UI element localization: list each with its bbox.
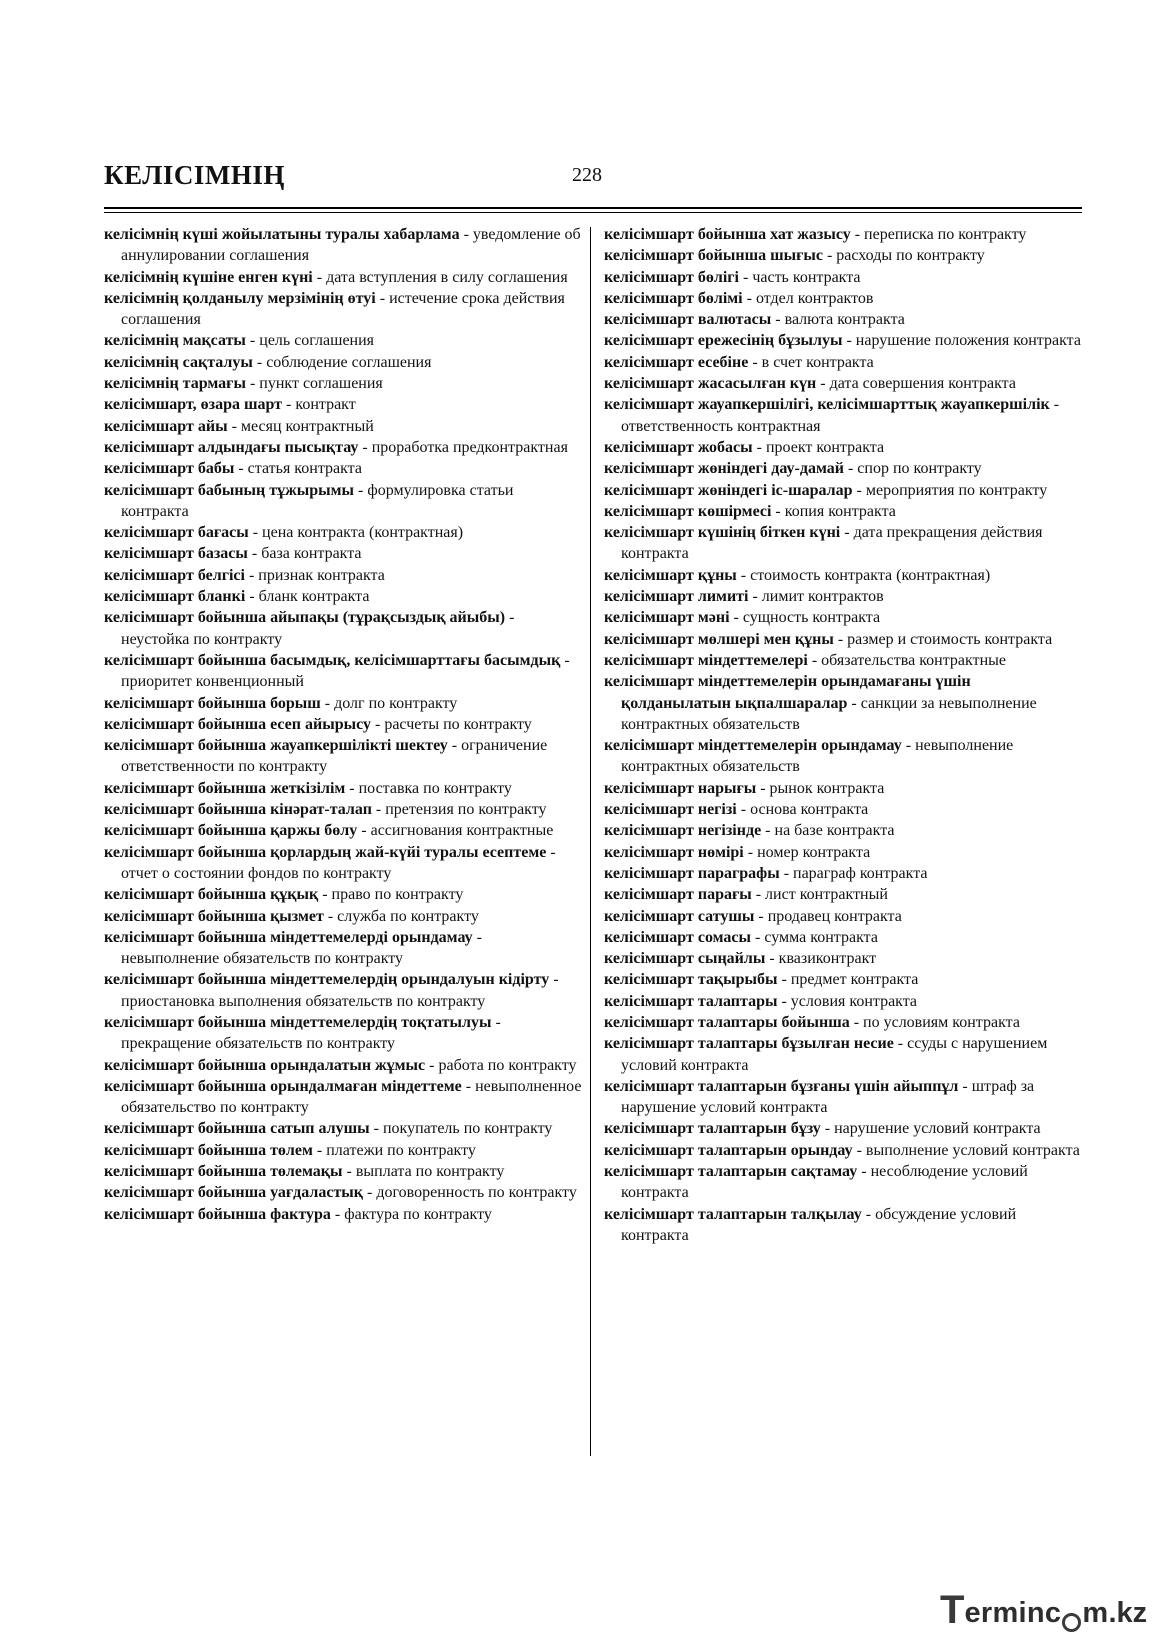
entry-definition: - копия контракта <box>771 502 896 520</box>
entry-definition: - переписка по контракту <box>850 226 1027 243</box>
entry-term: келісімшарт талаптарын бұзу <box>604 1120 821 1138</box>
entry-definition: - платежи по контракту <box>312 1141 476 1159</box>
entry-term: келісімшарт бойынша сатып алушы <box>104 1120 370 1138</box>
entry-definition: - валюта контракта <box>771 311 905 329</box>
entry-term: келісімшарт талаптары бойынша <box>604 1013 850 1031</box>
entry-term: келісімшарт жөніндегі дау-дамай <box>604 460 844 478</box>
entry-term: келісімшарт міндеттемелері <box>604 651 808 669</box>
entry-term: келісімшарт бойынша қорлардың жай-күйі туралы есептеме <box>104 843 547 861</box>
entry-term: келісімнің күшіне енген күні <box>104 268 313 286</box>
dictionary-entry <box>604 1118 1082 1139</box>
left-column <box>104 224 582 1225</box>
dictionary-entry <box>104 820 582 841</box>
dictionary-entry <box>604 458 1082 479</box>
logo-text-c: m <box>1082 1597 1109 1629</box>
entry-definition: - приостановка выполнения обязательств по контракту <box>121 971 559 1010</box>
entry-definition: - основа контракта <box>736 801 869 819</box>
entry-definition: - приоритет конвенционный <box>121 651 570 691</box>
entry-term: келісімшарт негізі <box>604 801 737 819</box>
dictionary-entry <box>104 288 582 331</box>
entry-term: келісімнің қолданылу мерзімінің өтуі <box>104 289 376 307</box>
dictionary-entry <box>604 245 1082 266</box>
entry-definition: - в счет контракта <box>748 353 874 371</box>
entry-term: келісімшарт бөлімі <box>604 289 743 307</box>
entry-term: келісімшарт белгісі <box>104 566 245 584</box>
entry-term: келісімшарт талаптары бұзылған несие <box>604 1035 894 1053</box>
entry-term: келісімшарт бойынша міндеттемелерді орындамау <box>104 928 473 946</box>
entry-term: келісімшарт сомасы <box>604 928 752 946</box>
entry-definition: - невыполненное обязательство по контракту <box>121 1077 582 1117</box>
dictionary-entry <box>104 1140 582 1161</box>
entry-term: келісімшарт бойынша жеткізілім <box>104 779 346 797</box>
dictionary-entry <box>104 458 582 479</box>
entry-definition: - цель соглашения <box>245 332 375 350</box>
entry-term: келісімшарт бабының тұжырымы <box>104 481 354 499</box>
dictionary-entry <box>604 394 1082 437</box>
entry-term: келісімшарт бойынша орындалатын жұмыс <box>104 1056 426 1074</box>
logo-domain: .kz <box>1108 1597 1148 1629</box>
dictionary-entry <box>104 778 582 799</box>
dictionary-entry <box>604 820 1082 841</box>
entry-definition: - сумма контракта <box>751 928 878 946</box>
entry-definition: - параграф контракта <box>779 864 928 882</box>
entry-term: келісімшарт мөлшері мен құны <box>604 630 834 648</box>
entry-definition: - право по контракту <box>318 886 464 904</box>
entry-term: келісімшарт құны <box>604 566 737 584</box>
entry-definition: - покупатель по контракту <box>369 1120 553 1138</box>
entry-term: келісімшарт алдындағы пысықтау <box>104 438 359 456</box>
entry-definition: - дата прекращения действия контракта <box>621 524 1043 563</box>
dictionary-entry <box>104 799 582 820</box>
dictionary-entry <box>604 842 1082 863</box>
entry-definition: - истечение срока действия соглашения <box>121 289 565 329</box>
dictionary-entry <box>604 735 1082 778</box>
logo-circle-icon <box>1062 1613 1081 1632</box>
entry-definition: - месяц контрактный <box>227 417 374 435</box>
entry-definition: - нарушение условий контракта <box>820 1120 1041 1138</box>
right-column <box>604 224 1082 1246</box>
entry-definition: - формулировка статьи контракта <box>121 481 514 520</box>
dictionary-entry <box>604 650 1082 671</box>
dictionary-entry <box>104 969 582 1012</box>
entry-definition: - долг по контракту <box>320 694 458 712</box>
dictionary-entry <box>104 1118 582 1139</box>
entry-definition: - лимит контрактов <box>748 588 884 606</box>
dictionary-entry <box>604 288 1082 309</box>
dictionary-entry <box>104 267 582 288</box>
entry-definition: - поставка по контракту <box>345 779 512 797</box>
dictionary-entry <box>604 671 1082 735</box>
entry-definition: - нарушение положения контракта <box>842 332 1081 350</box>
entry-definition: - статья контракта <box>234 460 362 478</box>
dictionary-entry <box>604 373 1082 394</box>
entry-term: келісімшарт талаптарын бұзғаны үшін айыппұл <box>604 1077 959 1095</box>
entry-definition: - отчет о состоянии фондов по контракту <box>121 843 556 882</box>
entry-term: келісімнің тармағы <box>104 375 246 393</box>
entry-term: келісімшарт сатушы <box>604 907 755 925</box>
entry-term: келісімшарт жауапкершілігі, келісімшарттық жауапкершілік <box>604 396 1050 414</box>
entry-term: келісімшарт лимиті <box>604 588 749 606</box>
entry-term: келісімшарт міндеттемелерін орындамау <box>604 737 902 755</box>
entry-term: келісімшарт міндеттемелерін орындамағаны үшін қолданылатын ықпалшаралар <box>604 673 971 712</box>
dictionary-entry <box>604 1161 1082 1204</box>
entry-term: келісімшарт бойынша қызмет <box>104 907 324 925</box>
entry-definition: - неустойка по контракту <box>121 609 515 648</box>
dictionary-entry <box>104 416 582 437</box>
dictionary-entry <box>604 948 1082 969</box>
entry-term: келісімшарт бойынша міндеттемелердің тоқтатылуы <box>104 1013 492 1031</box>
entry-term: келісімшарт бойынша борыш <box>104 694 321 712</box>
entry-definition: - дата вступления в силу соглашения <box>312 268 568 286</box>
entry-definition: - мероприятия по контракту <box>852 481 1048 499</box>
entry-term: келісімшарт бойынша уағдаластық <box>104 1184 364 1202</box>
entry-definition: - дата совершения контракта <box>816 375 1016 393</box>
entry-definition: - расчеты по контракту <box>370 715 532 733</box>
entry-term: келісімшарт ережесінің бұзылуы <box>604 332 843 350</box>
dictionary-entry <box>604 607 1082 628</box>
entry-definition: - ссуды с нарушением условий контракта <box>621 1035 1048 1074</box>
entry-term: келісімшарт бойынша шығыс <box>604 247 823 265</box>
entry-term: келісімнің сақталуы <box>104 353 253 371</box>
entry-definition: - продавец контракта <box>754 907 902 925</box>
entry-definition: - работа по контракту <box>425 1056 577 1074</box>
entry-term: келісімшарт жобасы <box>604 438 753 456</box>
dictionary-entry <box>604 437 1082 458</box>
dictionary-entry <box>104 1182 582 1203</box>
dictionary-entry <box>104 543 582 564</box>
entry-definition: - штраф за нарушение условий контракта <box>621 1077 1035 1117</box>
dictionary-entry <box>604 501 1082 522</box>
dictionary-entry <box>604 1076 1082 1119</box>
entry-definition: - контракт <box>282 396 356 414</box>
dictionary-entry <box>604 565 1082 586</box>
entry-term: келісімшарт бланкі <box>104 588 246 606</box>
entry-term: келісімшарт талаптарын талқылау <box>604 1205 862 1223</box>
entry-term: келісімшарт бойынша төлем <box>104 1141 313 1159</box>
entry-definition: - стоимость контракта (контрактная) <box>736 566 991 584</box>
entry-term: келісімшарт бойынша құқық <box>104 886 319 904</box>
entry-definition: - проработка предконтрактная <box>358 438 568 456</box>
dictionary-entry <box>104 650 582 693</box>
dictionary-entry <box>104 480 582 523</box>
entry-term: келісімшарт бойынша орындалмаған міндеттеме <box>104 1077 462 1095</box>
dictionary-entry <box>604 480 1082 501</box>
dictionary-entry <box>104 1076 582 1119</box>
logo-text-b: c <box>1044 1597 1062 1629</box>
entry-definition: - договоренность по контракту <box>363 1184 577 1202</box>
entry-definition: - бланк контракта <box>245 588 370 606</box>
dictionary-entry <box>104 437 582 458</box>
entry-definition: - квазиконтракт <box>765 950 877 968</box>
dictionary-entry <box>604 884 1082 905</box>
dictionary-entry <box>604 927 1082 948</box>
entry-term: келісімшарт бойынша төлемақы <box>104 1163 343 1181</box>
entry-definition: - санкции за невыполнение контрактных обязательств <box>621 694 1037 733</box>
entry-definition: - невыполнение контрактных обязательств <box>621 737 1014 776</box>
entry-term: келісімшарт есебіне <box>604 353 749 371</box>
dictionary-entry <box>604 1033 1082 1076</box>
entry-term: келісімшарт бойынша міндеттемелердің орындалуын кідірту <box>104 971 550 989</box>
entry-term: келісімшарт базасы <box>104 545 248 563</box>
dictionary-entry <box>604 1204 1082 1247</box>
entry-term: келісімшарт бойынша хат жазысу <box>604 226 851 243</box>
dictionary-entry <box>104 1012 582 1055</box>
dictionary-entry <box>604 629 1082 650</box>
entry-definition: - проект контракта <box>752 438 885 456</box>
entry-definition: - выплата по контракту <box>342 1163 505 1181</box>
entry-definition: - пункт соглашения <box>245 375 383 393</box>
dictionary-entry <box>104 927 582 970</box>
dictionary-entry <box>604 1012 1082 1033</box>
entry-definition: - предмет контракта <box>777 971 919 989</box>
dictionary-entry <box>104 693 582 714</box>
entry-term: келісімшарт бойынша қаржы бөлу <box>104 822 358 840</box>
entry-definition: - обязательства контрактные <box>807 651 1006 669</box>
entry-definition: - обсуждение условий контракта <box>621 1205 1017 1244</box>
dictionary-entry <box>104 586 582 607</box>
dictionary-entry <box>104 565 582 586</box>
entry-definition: - на базе контракта <box>761 822 895 840</box>
dictionary-entry <box>104 714 582 735</box>
entry-definition: - расходы по контракту <box>822 247 985 265</box>
entry-term: келісімшарт айы <box>104 417 228 435</box>
dictionary-entry <box>604 969 1082 990</box>
entry-definition: - номер контракта <box>743 843 871 861</box>
dictionary-entry <box>104 906 582 927</box>
dictionary-entry <box>604 863 1082 884</box>
entry-term: келісімшарт негізінде <box>604 822 762 840</box>
entry-definition: - ассигнования контрактные <box>357 822 554 840</box>
column-divider <box>590 227 591 1456</box>
entry-definition: - условия контракта <box>777 992 918 1010</box>
dictionary-entry <box>104 1204 582 1225</box>
entry-term: келісімшарт парағы <box>604 886 752 904</box>
entry-term: келісімшарт талаптарын сақтамау <box>604 1163 858 1181</box>
dictionary-entry <box>104 1161 582 1182</box>
page-header-word: КЕЛІСІМНІҢ <box>104 160 285 190</box>
dictionary-entry <box>104 352 582 373</box>
entry-definition: - соблюдение соглашения <box>252 353 432 371</box>
entry-term: келісімшарт күшінің біткен күні <box>604 524 841 542</box>
header-rule-thin <box>104 212 1082 213</box>
entry-term: келісімнің күші жойылатыны туралы хабарлама <box>104 226 460 243</box>
entry-definition: - невыполнение обязательств по контракту <box>121 928 482 968</box>
entry-term: келісімшарт бойынша есеп айырысу <box>104 715 371 733</box>
entry-term: келісімшарт бойынша басымдық, келісімшарттағы басымдық <box>104 651 561 669</box>
logo-text-a: ermin <box>964 1597 1045 1629</box>
dictionary-entry <box>104 373 582 394</box>
entry-term: келісімшарт бойынша жауапкершілікті шектеу <box>104 737 448 755</box>
dictionary-entry <box>604 586 1082 607</box>
entry-definition: - ограничение ответственности по контракту <box>121 737 548 776</box>
dictionary-entry <box>104 842 582 885</box>
entry-definition: - претензия по контракту <box>371 801 547 819</box>
entry-term: келісімшарт бабы <box>104 460 235 478</box>
entry-definition: - прекращение обязательств по контракту <box>121 1013 501 1053</box>
logo-letter-t: T <box>940 1588 965 1632</box>
entry-term: келісімшарт бағасы <box>104 524 249 542</box>
entry-definition: - часть контракта <box>738 268 861 286</box>
dictionary-entry <box>104 330 582 351</box>
entry-definition: - выполнение условий контракта <box>852 1141 1080 1159</box>
entry-term: келісімшарт бөлігі <box>604 268 739 286</box>
entry-term: келісімшарт көшірмесі <box>604 502 772 520</box>
entry-definition: - уведомление об аннулировании соглашения <box>121 226 581 265</box>
entry-term: келісімшарт нарығы <box>604 779 757 797</box>
entry-term: келісімнің мақсаты <box>104 332 246 350</box>
dictionary-entry <box>604 1140 1082 1161</box>
header-rule-thick <box>104 207 1082 209</box>
dictionary-entry <box>104 224 582 267</box>
entry-definition: - рынок контракта <box>756 779 885 797</box>
dictionary-entry <box>104 607 582 650</box>
dictionary-entry <box>604 309 1082 330</box>
entry-term: келісімшарт бойынша кінәрат-талап <box>104 801 372 819</box>
entry-definition: - признак контракта <box>244 566 385 584</box>
entry-term: келісімшарт талаптары <box>604 992 778 1010</box>
entry-definition: - служба по контракту <box>323 907 479 925</box>
entry-term: келісімшарт сыңайлы <box>604 950 766 968</box>
entry-term: келісімшарт мәні <box>604 609 730 627</box>
entry-definition: - база контракта <box>247 545 362 563</box>
dictionary-entry <box>604 906 1082 927</box>
dictionary-entry <box>104 884 582 905</box>
dictionary-entry <box>604 330 1082 351</box>
entry-definition: - сущность контракта <box>729 609 881 627</box>
entry-definition: - ответственность контрактная <box>621 396 1060 435</box>
entry-term: келісімшарт, өзара шарт <box>104 396 283 414</box>
entry-definition: - спор по контракту <box>843 460 982 478</box>
entry-definition: - отдел контрактов <box>742 289 874 307</box>
dictionary-entry <box>604 778 1082 799</box>
entry-definition: - несоблюдение условий контракта <box>621 1163 1028 1202</box>
terminco-watermark-logo <box>940 1590 1147 1630</box>
entry-term: келісімшарт тақырыбы <box>604 971 778 989</box>
entry-term: келісімшарт нөмірі <box>604 843 744 861</box>
page-number: 228 <box>572 164 602 186</box>
dictionary-entry <box>604 522 1082 565</box>
dictionary-entry <box>604 267 1082 288</box>
entry-term: келісімшарт параграфы <box>604 864 780 882</box>
entry-term: келісімшарт жөніндегі іс-шаралар <box>604 481 853 499</box>
dictionary-entry <box>604 352 1082 373</box>
entry-term: келісімшарт бойынша айыпақы (тұрақсыздық айыбы) <box>104 609 506 627</box>
dictionary-entry <box>604 799 1082 820</box>
entry-definition: - лист контрактный <box>751 886 888 904</box>
dictionary-entry <box>104 394 582 415</box>
entry-term: келісімшарт валютасы <box>604 311 772 329</box>
entry-term: келісімшарт бойынша фактура <box>104 1205 331 1223</box>
dictionary-entry <box>604 224 1082 245</box>
entry-definition: - цена контракта (контрактная) <box>248 524 464 542</box>
entry-definition: - по условиям контракта <box>849 1013 1020 1031</box>
entry-definition: - размер и стоимость контракта <box>833 630 1053 648</box>
dictionary-entry <box>104 1055 582 1076</box>
entry-term: келісімшарт талаптарын орындау <box>604 1141 853 1159</box>
entry-term: келісімшарт жасасылған күн <box>604 375 817 393</box>
entry-definition: - фактура по контракту <box>330 1205 492 1223</box>
dictionary-entry <box>104 522 582 543</box>
dictionary-entry <box>604 991 1082 1012</box>
dictionary-entry <box>104 735 582 778</box>
